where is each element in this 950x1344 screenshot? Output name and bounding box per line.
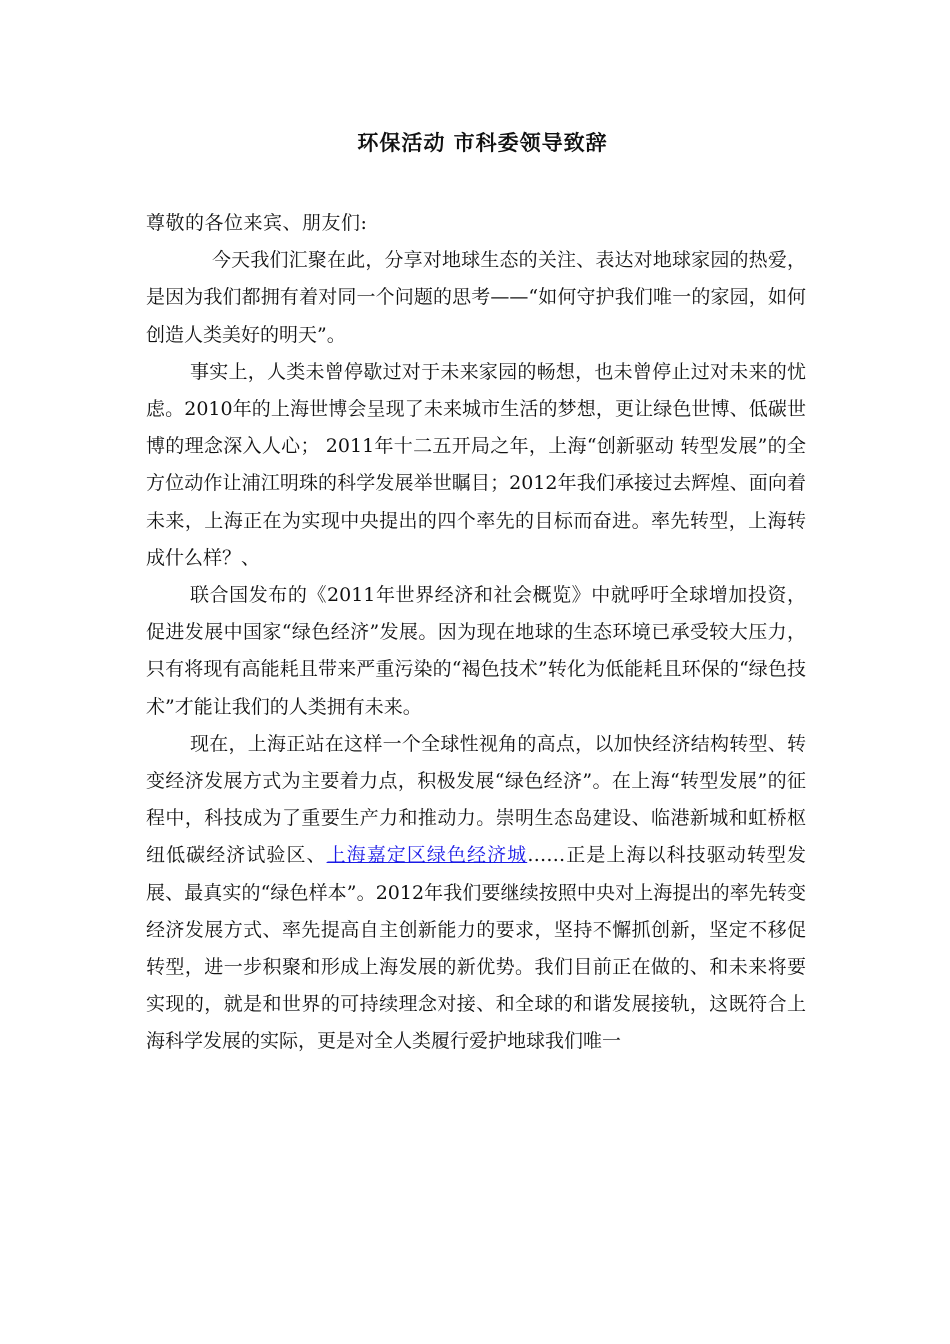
paragraph-3: 联合国发布的《2011年世界经济和社会概览》中就呼吁全球增加投资，促进发展中国家“绿色经济”发展。因为现在地球的生态环境已承受较大压力，只有将现有高能耗且带来严重污染的“褐色技术”转化为低能耗且环保的“绿色技术”才能让我们的人类拥有未来。	[146, 584, 806, 718]
page-title: 环保活动 市科委领导致辞	[357, 131, 608, 155]
jiading-green-economy-city-link[interactable]: 上海嘉定区绿色经济城	[326, 844, 528, 867]
salutation: 尊敬的各位来宾、朋友们:	[146, 212, 368, 234]
document-body	[146, 205, 806, 1061]
paragraph-1: 今天我们汇聚在此，分享对地球生态的关注、表达对地球家园的热爱，是因为我们都拥有着对同一个问题的思考——“如何守护我们唯一的家园，如何创造人类美好的明天”。	[146, 249, 806, 346]
paragraph-2: 事实上，人类未曾停歇过对于未来家园的畅想，也未曾停止过对未来的忧虑。2010年的上海世博会呈现了未来城市生活的梦想，更让绿色世博、低碳世博的理念深入人心； 2011年十二五开局之年，上海“创新驱动 转型发展”的全方位动作让浦江明珠的科学发展举世瞩目；2012年我们承接过去辉煌、面向着未来，上海正在为实现中央提出的四个率先的目标而奋进。率先转型，上海转成什么样？、	[146, 360, 806, 569]
paragraph-4	[146, 726, 806, 1061]
paragraph-4-text-after-link: ……正是上海以科技驱动转型发展、最真实的“绿色样本”。2012年我们要继续按照中央对上海提出的率先转变经济发展方式、率先提高自主创新能力的要求，坚持不懈抓创新，坚定不移促转型，进一步积聚和形成上海发展的新优势。我们目前正在做的、和未来将要实现的，就是和世界的可持续理念对接、和全球的和谐发展接轨，这既符合上海科学发展的实际，更是对全人类履行爱护地球我们唯一	[146, 844, 806, 1053]
paragraph-4-text-before-link: 现在，上海正站在这样一个全球性视角的高点，以加快经济结构转型、转变经济发展方式为主要着力点，积极发展“绿色经济”。在上海“转型发展”的征程中，科技成为了重要生产力和推动力。崇明生态岛建设、临港新城和虹桥枢纽低碳经济试验区、	[146, 732, 806, 867]
